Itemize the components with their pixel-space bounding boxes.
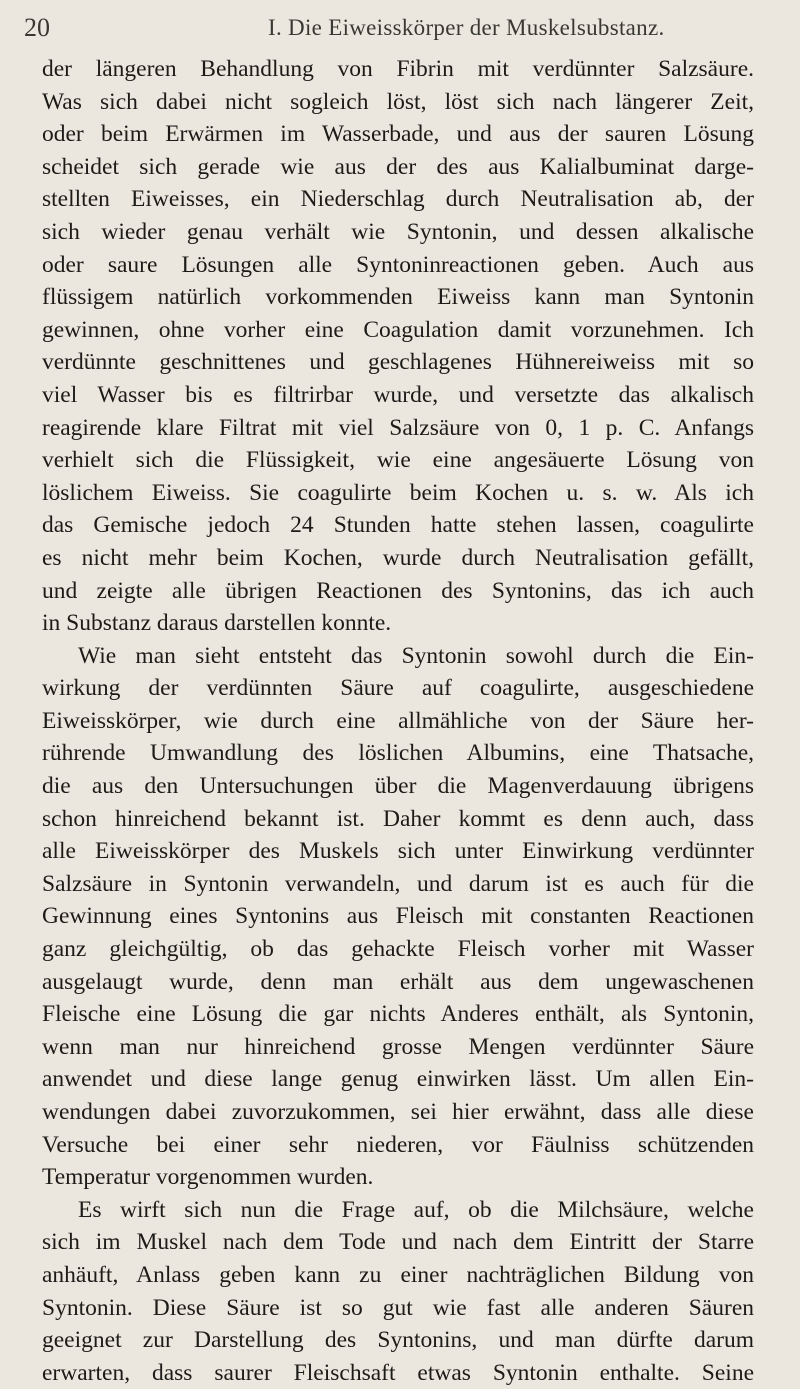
text-line: sich im Muskel nach dem Tode und nach dem Eintritt der Starre [42, 1229, 754, 1256]
text-line: Fleische eine Lösung die gar nichts Anderes enthält, als Syntonin, [42, 1001, 754, 1028]
text-line: anhäuft, Anlass geben kann zu einer nachträglichen Bildung von [42, 1261, 754, 1288]
text-line: wenn man nur hinreichend grosse Mengen verdünnter Säure [42, 1033, 754, 1060]
text-line: viel Wasser bis es filtrirbar wurde, und versetzte das alkalisch [42, 381, 754, 408]
text-line: oder beim Erwärmen im Wasserbade, und aus der sauren Lösung [42, 121, 754, 148]
text-line: Versuche bei einer sehr niederen, vor Fäulniss schützenden [42, 1131, 754, 1158]
text-line: rührende Umwandlung des löslichen Albumins, eine Thatsache, [42, 740, 754, 767]
text-line: wendungen dabei zuvorzukommen, sei hier erwähnt, dass alle diese [42, 1099, 754, 1125]
text-line: wirkung der verdünnten Säure auf coagulirte, ausgeschiedene [42, 675, 754, 702]
text-line: scheidet sich gerade wie aus der des aus Kalialbuminat darge- [42, 153, 754, 180]
text-line: Syntonin. Diese Säure ist so gut wie fast alle anderen Säuren [42, 1294, 754, 1321]
text-line: Gewinnung eines Syntonins aus Fleisch mit constanten Reactionen [42, 903, 754, 930]
text-line: Wie man sieht entsteht das Syntonin sowohl durch die Ein- [78, 642, 754, 669]
text-line: schon hinreichend bekannt ist. Daher kommt es denn auch, dass [42, 805, 754, 832]
text-line: alle Eiweisskörper des Muskels sich unter Einwirkung verdünnter [42, 838, 754, 865]
text-line: und zeigte alle übrigen Reactionen des Syntonins, das ich auch [42, 577, 754, 604]
text-line: verdünnte geschnittenes und geschlagenes Hühnereiweiss mit so [42, 349, 754, 376]
text-line: flüssigem natürlich vorkommenden Eiweiss kann man Syntonin [42, 284, 754, 311]
text-line: Was sich dabei nicht sogleich löst, löst sich nach längerer Zeit, [42, 88, 754, 115]
text-line: Es wirft sich nun die Frage auf, ob die Milchsäure, welche [78, 1196, 754, 1223]
text-line: ausgelaugt wurde, denn man erhält aus dem ungewaschenen [42, 968, 754, 995]
text-line: anwendet und diese lange genug einwirken lässt. Um allen Ein- [42, 1066, 754, 1093]
text-line: reagirende klare Filtrat mit viel Salzsäure von 0, 1 p. C. Anfangs [42, 414, 754, 441]
text-line: in Substanz daraus darstellen konnte. [42, 610, 392, 637]
body-text [42, 53, 754, 1389]
text-line: das Gemische jedoch 24 Stunden hatte stehen lassen, coagulirte [42, 512, 754, 539]
text-line: gewinnen, ohne vorher eine Coagulation damit vorzunehmen. Ich [42, 316, 754, 343]
running-head-title: I. Die Eiweisskörper der Muskelsubstanz. [268, 15, 665, 40]
text-line: verhielt sich die Flüssigkeit, wie eine angesäuerte Lösung von [42, 447, 754, 474]
text-line: es nicht mehr beim Kochen, wurde durch Neutralisation gefällt, [42, 544, 754, 571]
text-line: Salzsäure in Syntonin verwandeln, und darum ist es auch für die [42, 870, 754, 897]
text-line: ganz gleichgültig, ob das gehackte Fleisch vorher mit Wasser [42, 936, 754, 963]
text-line: Eiweisskörper, wie durch eine allmähliche von der Säure her- [42, 707, 754, 734]
page-number: 20 [24, 13, 50, 42]
text-line: geeignet zur Darstellung des Syntonins, und man dürfte darum [42, 1327, 754, 1354]
text-line: der längeren Behandlung von Fibrin mit verdünnter Salzsäure. [42, 56, 754, 82]
text-line: Temperatur vorgenommen wurden. [42, 1164, 374, 1191]
text-line: löslichem Eiweiss. Sie coagulirte beim Kochen u. s. w. Als ich [42, 479, 754, 506]
text-line: sich wieder genau verhält wie Syntonin, und dessen alkalische [42, 218, 754, 245]
text-line: erwarten, dass saurer Fleischsaft etwas Syntonin enthalte. Seine [42, 1359, 754, 1386]
text-line: die aus den Untersuchungen über die Magenverdauung übrigens [42, 773, 754, 800]
text-line: oder saure Lösungen alle Syntoninreactionen geben. Auch aus [42, 251, 754, 278]
text-line: stellten Eiweisses, ein Niederschlag durch Neutralisation ab, der [42, 186, 754, 213]
running-head [24, 8, 764, 48]
